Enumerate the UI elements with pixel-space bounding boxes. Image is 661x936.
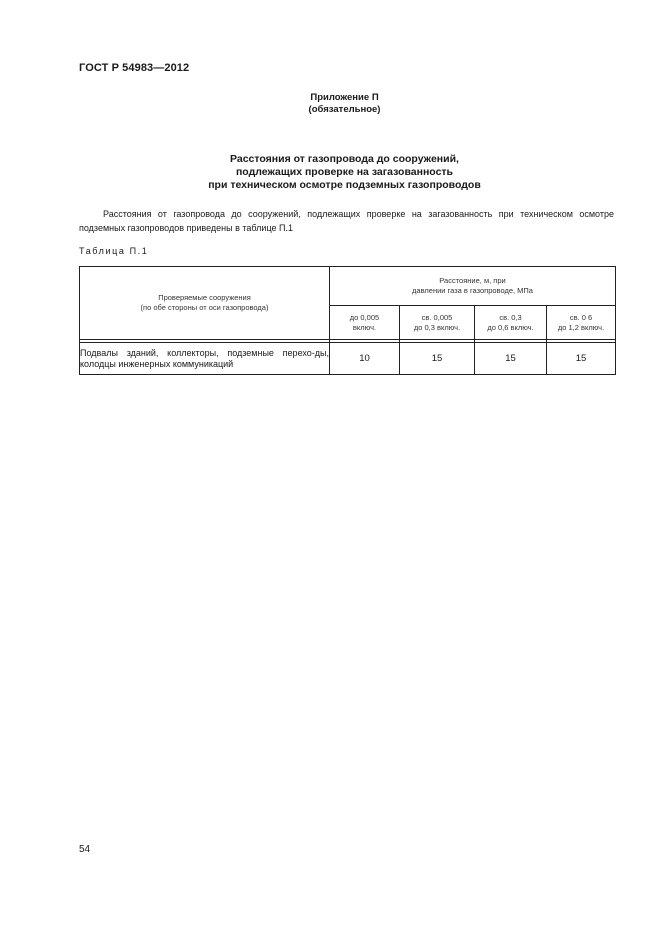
body-paragraph: Расстояния от газопровода до сооружений, подлежащих проверке на загазованность при техническом осмотре подземных газопроводов приведены в таблице П.1 — [79, 209, 614, 233]
object-cell: Подвалы зданий, коллекторы, подземные перехо-ды, колодцы инженерных коммуникаций — [80, 343, 330, 375]
distance-value-cell: 15 — [547, 343, 616, 375]
table-caption: Таблица П.1 — [79, 246, 149, 256]
appendix-title: Приложение П — [310, 92, 379, 103]
pressure-header-line: до 1,2 включ. — [557, 322, 605, 332]
distance-header-line: давлении газа в газопроводе, МПа — [412, 286, 533, 295]
pressure-header-line: св. 0,005 — [421, 312, 453, 322]
pressure-column-header — [400, 306, 475, 340]
distance-header-line: Расстояние, м, при — [439, 276, 506, 285]
section-title-line: подлежащих проверке на загазованность — [235, 166, 454, 178]
distance-value-cell: 10 — [330, 343, 400, 375]
distance-value-cell: 15 — [475, 343, 547, 375]
appendix-header — [0, 92, 661, 116]
pressure-column-header — [475, 306, 547, 340]
table-row — [80, 343, 616, 375]
pressure-header-line: св. 0 6 — [569, 312, 593, 322]
section-title-line: при техническом осмотре подземных газопроводов — [208, 179, 481, 191]
section-title-line: Расстояния от газопровода до сооружений, — [230, 153, 459, 165]
pressure-header-line: до 0,005 — [349, 312, 380, 322]
distance-group-header — [330, 267, 616, 306]
distance-value-cell: 15 — [400, 343, 475, 375]
distance-table — [79, 266, 616, 375]
document-code: ГОСТ Р 54983—2012 — [79, 62, 190, 74]
section-title — [0, 153, 661, 192]
pressure-header-line: св. 0,3 — [499, 312, 522, 322]
objects-header-line: Проверяемые сооружения — [158, 293, 251, 302]
pressure-column-header — [330, 306, 400, 340]
pressure-header-line: включ. — [352, 322, 377, 332]
pressure-header-line: до 0,3 включ. — [413, 322, 461, 332]
page-number: 54 — [79, 844, 91, 855]
appendix-status: (обязательное) — [308, 104, 381, 115]
pressure-column-header — [547, 306, 616, 340]
pressure-header-line: до 0,6 включ. — [487, 322, 534, 332]
objects-column-header — [80, 267, 330, 340]
objects-header-line: (по обе стороны от оси газопровода) — [140, 303, 269, 312]
